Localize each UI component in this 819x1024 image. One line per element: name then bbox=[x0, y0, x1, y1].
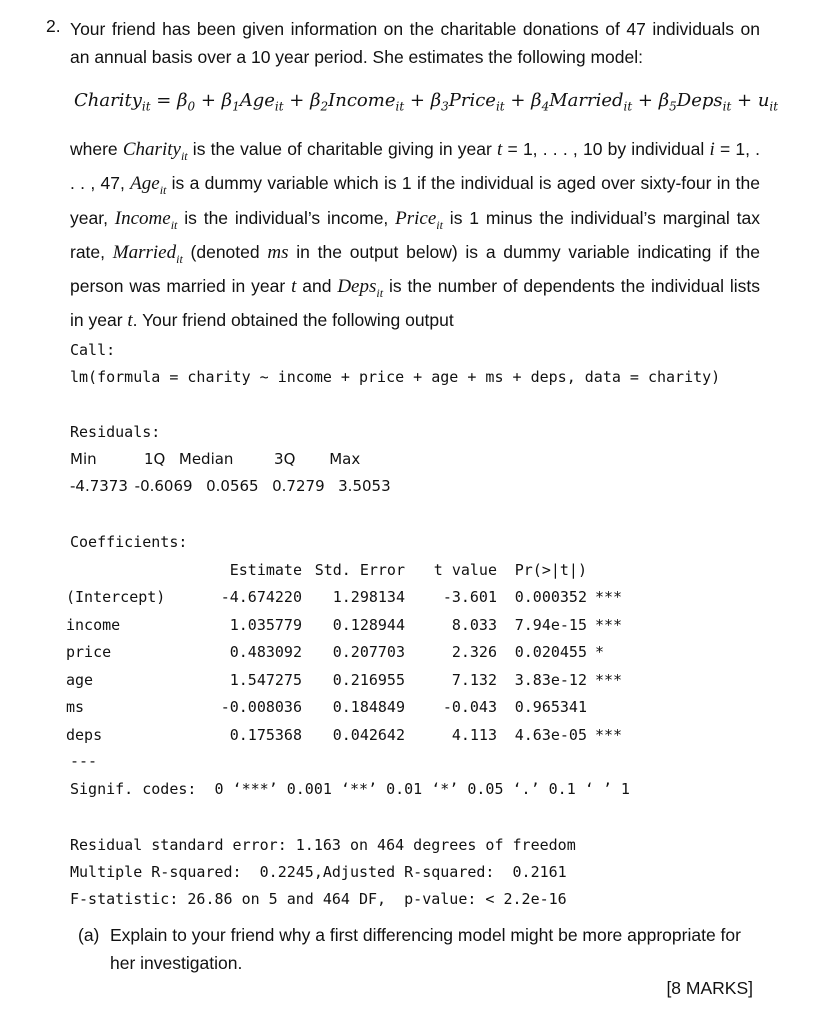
residual-standard-error: Residual standard error: 1.163 on 464 degrees of freedom bbox=[70, 836, 576, 854]
call-formula: lm(formula = charity ~ income + price + age + ms + deps, data = charity) bbox=[70, 368, 721, 386]
coef-header-row: Estimate Std. Error t value Pr(>|t|) bbox=[229, 560, 587, 579]
part-a-label: (a) bbox=[78, 925, 100, 945]
table-row: (Intercept) -4.674220 1.298134 -3.601 0.000352 *** bbox=[66, 588, 623, 607]
signif-codes: Signif. codes: 0 ‘***’ 0.001 ‘**’ 0.01 ‘*’ 0.05 ‘.’ 0.1 ‘ ’ 1 bbox=[70, 780, 630, 798]
question-number: 2. bbox=[46, 16, 61, 36]
table-row: age 1.547275 0.216955 7.132 3.83e-12 *** bbox=[66, 670, 623, 689]
coefficients-label: Coefficients: bbox=[70, 533, 188, 551]
marks-label: [8 MARKS] bbox=[666, 978, 753, 998]
r-squared: Multiple R-squared: 0.2245,Adjusted R-squared: 0.2161 bbox=[70, 863, 567, 881]
variable-definitions: where Charity$_{it}$ is the value of charitable giving in year t = 1, . . . , 10 by individual i = 1, . . . , 47, Age$_{it}$ is a dummy variable which is 1 if the individual is aged over sixty-four in the year, Income$_{it}$ is the individual’s income, Price$_{it}$ is 1 minus the individual’s marginal tax rate, Married$_{it}$ (denoted ms in the output below) is a dummy variable indicating if the person was married in year t and Deps$_{it}$ is the number of dependents the individual lists in year t. Your friend obtained the following output bbox=[70, 139, 761, 332]
call-label: Call: bbox=[70, 341, 116, 359]
table-row: income 1.035779 0.128944 8.033 7.94e-15 *** bbox=[66, 615, 623, 634]
residual-headers: Min 1Q Median 3Q Max bbox=[70, 450, 361, 468]
question-intro: Your friend has been given information on the charitable donations of 47 individuals on an annual basis over a 10 year period. She estimates the following model: bbox=[70, 19, 760, 67]
model-equation: Charity$_{it}$ = $\beta_0 + \beta_1Age_{it}$ + $\beta_2Income_{it}$ + $\beta_3Price_{it}$ + $\beta_4Married_{it}$ + $\beta_5Deps_{it} + u_{it}$ bbox=[74, 90, 779, 114]
part-a-text: Explain to your friend why a first differencing model might be more appropriate for her investigation. bbox=[110, 925, 741, 973]
f-statistic: F-statistic: 26.86 on 5 and 464 DF, p-value: < 2.2e-16 bbox=[70, 890, 567, 908]
separator: --- bbox=[70, 752, 98, 770]
table-row: ms -0.008036 0.184849 -0.043 0.965341 bbox=[66, 698, 587, 717]
coefficients-table bbox=[66, 556, 635, 749]
residual-values: -4.7373 -0.6069 0.0565 0.7279 3.5053 bbox=[70, 477, 391, 495]
residuals-label: Residuals: bbox=[70, 423, 161, 441]
table-row: price 0.483092 0.207703 2.326 0.020455 * bbox=[66, 643, 605, 662]
table-row: deps 0.175368 0.042642 4.113 4.63e-05 *** bbox=[66, 725, 623, 744]
